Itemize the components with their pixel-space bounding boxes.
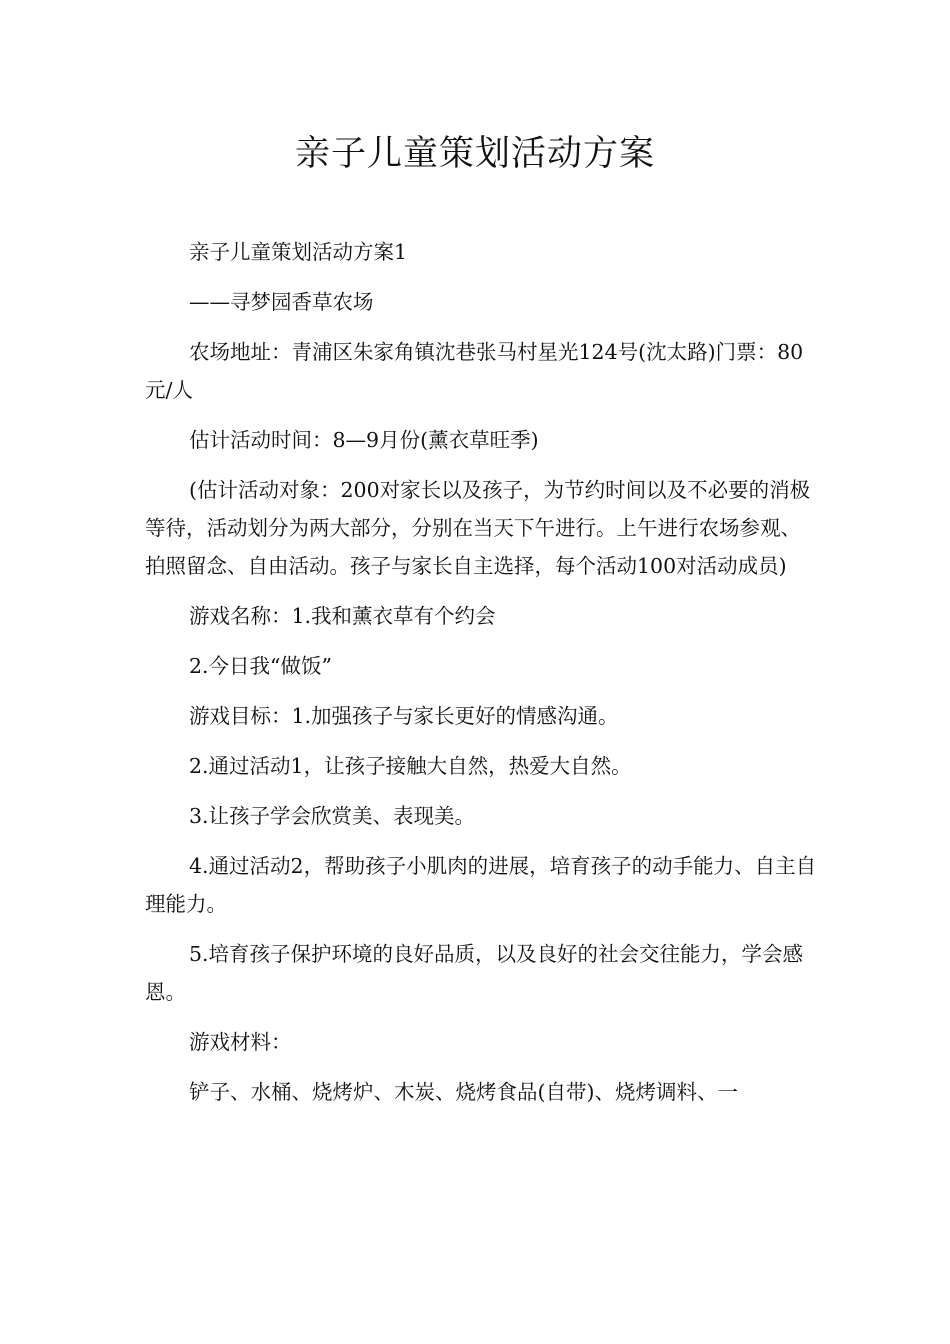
paragraph-goal-3: 3.让孩子学会欣赏美、表现美。 [189, 804, 476, 828]
paragraph-materials-list: 铲子、水桶、烧烤炉、木炭、烧烤食品(自带)、烧烤调料、一 [189, 1080, 738, 1104]
document-title: 亲子儿童策划活动方案 [294, 134, 655, 174]
document-body [145, 233, 817, 1123]
paragraph-heading: 亲子儿童策划活动方案1 [189, 240, 408, 264]
paragraph-goal-1: 游戏目标：1.加强孩子与家长更好的情感沟通。 [189, 704, 619, 728]
paragraph-goal-5: 5.培育孩子保护环境的良好品质，以及良好的社会交往能力，学会感恩。 [145, 942, 804, 1004]
paragraph-game-name-1: 游戏名称：1.我和薰衣草有个约会 [189, 604, 496, 628]
paragraph-time: 估计活动时间：8—9月份(薰衣草旺季) [189, 428, 539, 452]
paragraph-subtitle: ——寻梦园香草农场 [189, 290, 374, 314]
paragraph-address: 农场地址：青浦区朱家角镇沈巷张马村星光124号(沈太路)门票：80元/人 [145, 340, 804, 402]
paragraph-goal-2: 2.通过活动1，让孩子接触大自然，热爱大自然。 [189, 754, 632, 778]
paragraph-materials-label: 游戏材料： [189, 1030, 292, 1054]
paragraph-participants: (估计活动对象：200对家长以及孩子，为节约时间以及不必要的消极等待，活动划分为两大部分，分别在当天下午进行。上午进行农场参观、拍照留念、自由活动。孩子与家长自主选择，每个活动100对活动成员) [145, 478, 811, 578]
paragraph-game-name-2: 2.今日我“做饭” [189, 654, 333, 678]
paragraph-goal-4: 4.通过活动2，帮助孩子小肌肉的进展，培育孩子的动手能力、自主自理能力。 [145, 854, 817, 916]
